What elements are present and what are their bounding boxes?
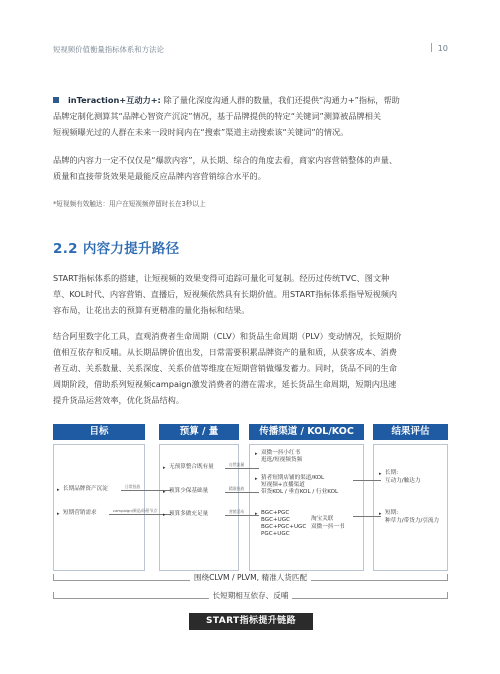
arrow-icon: ▸ <box>379 511 382 517</box>
start-path-label: START指标提升链路 <box>189 613 313 630</box>
connector-line <box>353 516 381 517</box>
strip-clv: 围绕CLVM / PLVM, 精准人货匹配 <box>190 573 311 582</box>
connector-line <box>225 515 259 516</box>
para-line: 值相互依存和反哺。从长期品牌价值出发，日常需要积累品牌资产的量和质，从获客成本、消费 <box>53 347 397 357</box>
arrow-icon: ▸ <box>57 487 60 493</box>
result-item: 互动力/触达力 <box>385 478 421 484</box>
result-label: 短期: <box>385 510 399 516</box>
channel-side-item: 淘宝关联 <box>311 516 334 522</box>
para-line: 草、KOL时代、内容营销、直播后，短视频依然具有长期价值。用START指标体系指导短视频内 <box>53 289 398 299</box>
strip-interdependence: 长短期相互依存、反哺 <box>209 591 293 600</box>
result-box <box>373 444 448 571</box>
col-header-result: 结果评估 <box>373 424 448 440</box>
page-number-block <box>431 43 448 53</box>
arrow-icon: ▸ <box>255 476 258 482</box>
connector-line <box>225 492 259 493</box>
goal-short-term: 短期营销需求 <box>63 510 97 516</box>
budget-low: 预算少保基础量 <box>169 488 209 494</box>
col-header-goal: 目标 <box>53 424 145 440</box>
connector-line <box>353 480 381 481</box>
page-header <box>53 44 448 58</box>
arrow-icon: ▸ <box>255 451 258 457</box>
channel-item: 逛逛/短视频货频 <box>261 457 303 463</box>
channel-item: 猜者短期店铺的渠道/KOL <box>261 475 325 481</box>
budget-high: 预算多做充足量 <box>169 511 209 517</box>
para-line: 品牌定制化测算其“品牌心智资产沉淀”情况，基于品牌提供的特定“关键词”测算被品牌相关 <box>53 111 382 121</box>
budget-note-natural: 自然流量 <box>229 462 245 467</box>
goal-long-term: 长期品牌资产沉淀 <box>63 486 108 492</box>
doc-title: 短视频价值衡量指标体系和方法论 <box>53 45 164 54</box>
arrow-icon: ▸ <box>163 489 166 495</box>
interaction-paragraph <box>53 92 448 140</box>
channel-item: BGC+PGC+UGC <box>261 524 307 530</box>
para-line: 周期阶段，借助系列短视频campaign激发消费者的潜在需求，延长货品生命周期，短期内迅速 <box>53 379 397 389</box>
section-heading: 2.2 内容力提升路径 <box>53 241 180 257</box>
goal-note-daily: 日常投放 <box>125 484 141 489</box>
channel-side-item: 双微一抖一书 <box>311 524 345 530</box>
channel-item: 双微一抖小红书 <box>261 450 301 456</box>
col-header-budget: 预算 / 量 <box>159 424 239 440</box>
start-path-diagram <box>53 424 448 644</box>
arrow-icon: ▸ <box>163 465 166 471</box>
para-line: 品牌的内容力一定不仅仅是“爆款内容”，从长期、综合的角度去看，商家内容营销整体的声量、 <box>53 155 398 165</box>
para-line: 容布局，让花出去的预算有更精准的量化指标和结果。 <box>53 305 250 315</box>
budget-none: 无预算整合既有量 <box>169 464 214 470</box>
budget-note-precise: 精准投放 <box>229 486 245 491</box>
connector-line <box>109 514 171 515</box>
arrow-icon: ▸ <box>163 512 166 518</box>
page-number: 10 <box>437 43 448 53</box>
arrow-icon: ▸ <box>57 511 60 517</box>
channel-item: BGC+PGC <box>261 510 290 516</box>
channel-item: PGC+UGC <box>261 531 290 537</box>
square-bullet-icon <box>53 97 59 103</box>
content-power-paragraph <box>53 152 448 184</box>
result-label: 长期: <box>385 470 399 476</box>
result-item: 种草力/带货力/引流力 <box>385 518 440 524</box>
channel-item: 带货KOL / 垂直KOL / 行业KOL <box>261 489 339 495</box>
connector-line <box>225 468 259 469</box>
para-line: 结合阿里数字化工具，直观消费者生命周期（CLV）和货品生命周期（PLV）变动情况，长短期价 <box>53 331 402 341</box>
col-header-channel: 传播渠道 / KOL/KOC <box>249 424 364 440</box>
budget-note-event: 营销活动 <box>229 509 245 514</box>
page-divider <box>431 43 432 52</box>
arrow-icon: ▸ <box>255 511 258 517</box>
para-line: 者互动、关系数量、关系深度、关系价值等维度在短期营销做爆发蓄力。同时，货品不同的生命 <box>53 363 397 373</box>
para-line: 质量和直接带货效果是最能反应品牌内容营销综合水平的。 <box>53 171 266 181</box>
start-paragraph <box>53 270 448 318</box>
channel-item: 短视频+直播渠道 <box>261 482 305 488</box>
para-line: 除了量化深度沟通人群的数量，我们还提供“沟通力+”指标，帮助 <box>160 95 400 105</box>
arrow-icon: ▸ <box>379 471 382 477</box>
channel-item: BGC+UGC <box>261 517 291 523</box>
para-line: START指标体系的搭建，让短视频的效果变得可追踪可量化可复制。经历过传统TVC、图文种 <box>53 273 390 283</box>
lifecycle-paragraph <box>53 328 448 408</box>
goal-note-campaign: campaign/新品/场景节点 <box>113 508 158 513</box>
footnote: *短视频有效触达：用户在短视频停留时长在3秒以上 <box>53 200 206 208</box>
interaction-lead: inTeraction+互动力+: <box>68 95 161 105</box>
para-line: 短视频曝光过的人群在未来一段时间内在“搜索”渠道主动搜索该“关键词”的情况。 <box>53 127 349 137</box>
para-line: 提升货品运营效率，优化货品结构。 <box>53 395 185 405</box>
